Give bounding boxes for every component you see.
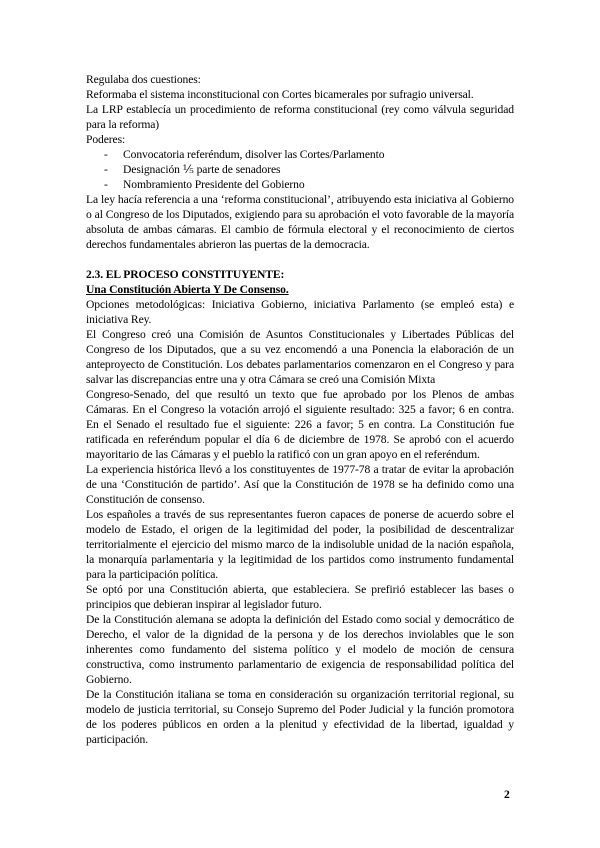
- paragraph-reformaba: Reformaba el sistema inconstitucional con Cortes bicamerales por sufragio universal.: [86, 88, 474, 101]
- document-page: [86, 72, 514, 747]
- spacer: [86, 252, 514, 267]
- paragraph-regulaba: Regulaba dos cuestiones:: [86, 73, 201, 86]
- section-subtitle: Una Constitución Abierta Y De Consenso.: [86, 283, 289, 296]
- list-item: - Convocatoria referéndum, disolver las Cortes/Parlamento: [86, 147, 514, 162]
- paragraph: Se optó por una Constitución abierta, que estableciera. Se prefirió establecer las bases o principios que debieran inspirar al legislador futuro.: [86, 583, 514, 611]
- paragraph-lrp: La LRP establecía un procedimiento de reforma constitucional (rey como válvula seguridad para la reforma): [86, 103, 514, 131]
- list-item: - Designación ⅕ parte de senadores: [86, 162, 514, 177]
- paragraph: De la Constitución alemana se adopta la definición del Estado como social y democrático de Derecho, el valor de la dignidad de la persona y de los derechos inviolables que le son inherentes como fundamento del sistema político y el modelo de moción de censura constructiva, como instrumento parlamentario de exigencia de responsabilidad política del Gobierno.: [86, 613, 514, 686]
- section-title: 2.3. EL PROCESO CONSTITUYENTE:: [86, 268, 285, 281]
- paragraph: Opciones metodológicas: Iniciativa Gobierno, iniciativa Parlamento (se empleó esta) e iniciativa Rey.: [86, 298, 514, 326]
- paragraph-poderes: Poderes:: [86, 133, 126, 146]
- paragraph: El Congreso creó una Comisión de Asuntos Constitucionales y Libertades Públicas del Congreso de los Diputados, que a su vez encomendó a una Ponencia la elaboración de un anteproyecto de Constitución. Los debates parlamentarios comenzaron en el Congreso y para salvar las discrepancias entre una y otra Cámara se creó una Comisión Mixta: [86, 328, 514, 386]
- page-number: 2: [504, 788, 510, 801]
- paragraph: Congreso-Senado, del que resultó un texto que fue aprobado por los Plenos de ambas Cámaras. En el Congreso la votación arrojó el siguiente resultado: 325 a favor; 6 en contra. En el Senado el resultado fue el siguiente: 226 a favor; 5 en contra. La Constitución fue ratificada en referéndum popular el día 6 de diciembre de 1978. Se aprobó con el acuerdo mayoritario de las Cámaras y el pueblo la ratificó con un gran apoyo en el referéndum.: [86, 388, 514, 461]
- list-item: - Nombramiento Presidente del Gobierno: [86, 177, 514, 192]
- paragraph: De la Constitución italiana se toma en consideración su organización territorial regional, su modelo de justicia territorial, su Consejo Supremo del Poder Judicial y la función promotora de los poderes públicos en orden a la plenitud y efectividad de la libertad, igualdad y participación.: [86, 688, 514, 746]
- paragraph-ley: La ley hacía referencia a una ‘reforma constitucional’, atribuyendo esta iniciativa al Gobierno o al Congreso de los Diputados, exigiendo para su aprobación el voto favorable de la mayoría absoluta de ambas cámaras. El cambio de fórmula electoral y el reconocimiento de ciertos derechos fundamentales abrieron las puertas de la democracia.: [86, 193, 514, 251]
- paragraph: Los españoles a través de sus representantes fueron capaces de ponerse de acuerdo sobre el modelo de Estado, el origen de la legitimidad del poder, la posibilidad de descentralizar territorialmente el ejercicio del mismo marco de la indisoluble unidad de la nación española, la monarquía parlamentaria y la legitimidad de los partidos como instrumento fundamental para la participación política.: [86, 508, 514, 581]
- poderes-list: [86, 147, 514, 192]
- paragraph: La experiencia histórica llevó a los constituyentes de 1977-78 a tratar de evitar la aprobación de una ‘Constitución de partido’. Así que la Constitución de 1978 se ha definido como una Constitución de consenso.: [86, 463, 514, 506]
